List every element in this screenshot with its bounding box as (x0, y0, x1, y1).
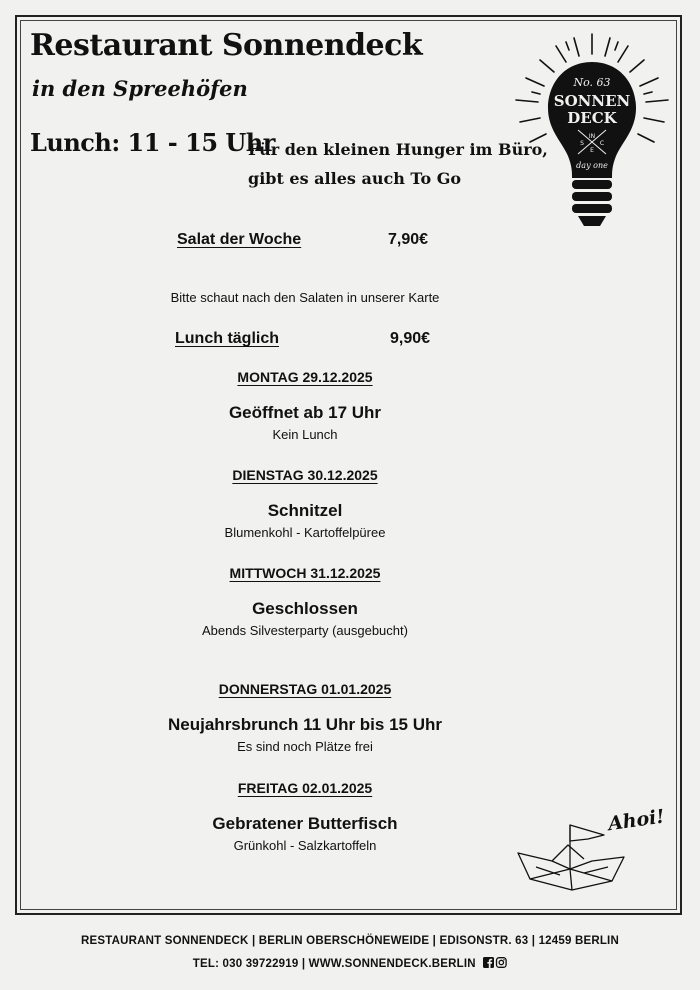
facebook-icon[interactable] (483, 957, 494, 968)
logo-cross-left: S (580, 140, 584, 147)
sonnendeck-lightbulb-logo (512, 30, 672, 230)
dish-thursday: Neujahrsbrunch 11 Uhr bis 15 Uhr (168, 715, 442, 734)
social-icons (483, 957, 507, 968)
ahoi-greeting: Ahoi! (606, 805, 667, 836)
day-heading-thursday: DONNERSTAG 01.01.2025 (218, 681, 392, 697)
daily-lunch-price: 9,90€ (390, 330, 431, 347)
paper-boat-illustration (512, 795, 672, 900)
tagline-line-2: gibt es alles auch To Go (248, 169, 462, 188)
footer-contact-row (0, 957, 700, 970)
dish-monday: Geöffnet ab 17 Uhr (228, 403, 382, 422)
day-heading-friday: FREITAG 02.01.2025 (237, 780, 373, 796)
logo-badge-number: No. 63 (573, 76, 611, 89)
tagline (248, 135, 548, 193)
day-heading-wednesday: MITTWOCH 31.12.2025 (229, 565, 381, 581)
salad-label: Salat der Woche (177, 231, 302, 248)
boat-drawing (518, 825, 624, 890)
footer-contact: TEL: 030 39722919 | WWW.SONNENDECK.BERLIN (192, 958, 476, 970)
logo-word-2: DECK (567, 109, 617, 127)
dish-desc-friday: Grünkohl - Salzkartoffeln (233, 838, 377, 853)
salad-price: 7,90€ (388, 231, 429, 248)
logo-word-1: SONNEN (553, 92, 631, 110)
logo-cross-bottom: E (590, 147, 594, 154)
dish-desc-tuesday: Blumenkohl - Kartoffelpüree (224, 525, 386, 540)
logo-day-one: day one (576, 161, 608, 170)
salad-note: Bitte schaut nach den Salaten in unserer Karte (170, 290, 440, 305)
restaurant-title: Restaurant Sonnendeck (30, 28, 423, 63)
dish-desc-wednesday: Abends Silvesterparty (ausgebucht) (202, 623, 408, 638)
dish-friday: Gebratener Butterfisch (212, 814, 398, 833)
dish-wednesday: Geschlossen (252, 599, 358, 618)
logo-cross-right: C (599, 140, 605, 147)
tagline-line-1: Für den kleinen Hunger im Büro, (248, 140, 548, 159)
logo-cross-top: IN (588, 133, 596, 140)
day-heading-tuesday: DIENSTAG 30.12.2025 (232, 467, 378, 483)
bulb-base (572, 180, 612, 226)
dish-tuesday: Schnitzel (267, 501, 343, 520)
restaurant-subtitle: in den Spreehöfen (32, 76, 248, 101)
logo-cross-mark (578, 130, 606, 154)
instagram-icon[interactable] (497, 958, 507, 968)
day-heading-monday: MONTAG 29.12.2025 (237, 369, 373, 385)
dish-desc-thursday: Es sind noch Plätze frei (237, 739, 373, 754)
lunch-hours: Lunch: 11 - 15 Uhr (30, 128, 275, 157)
dish-desc-monday: Kein Lunch (272, 427, 338, 442)
footer-address: RESTAURANT SONNENDECK | BERLIN OBERSCHÖNEWEIDE | EDISONSTR. 63 | 12459 BERLIN (81, 935, 619, 947)
daily-lunch-label: Lunch täglich (175, 330, 279, 347)
